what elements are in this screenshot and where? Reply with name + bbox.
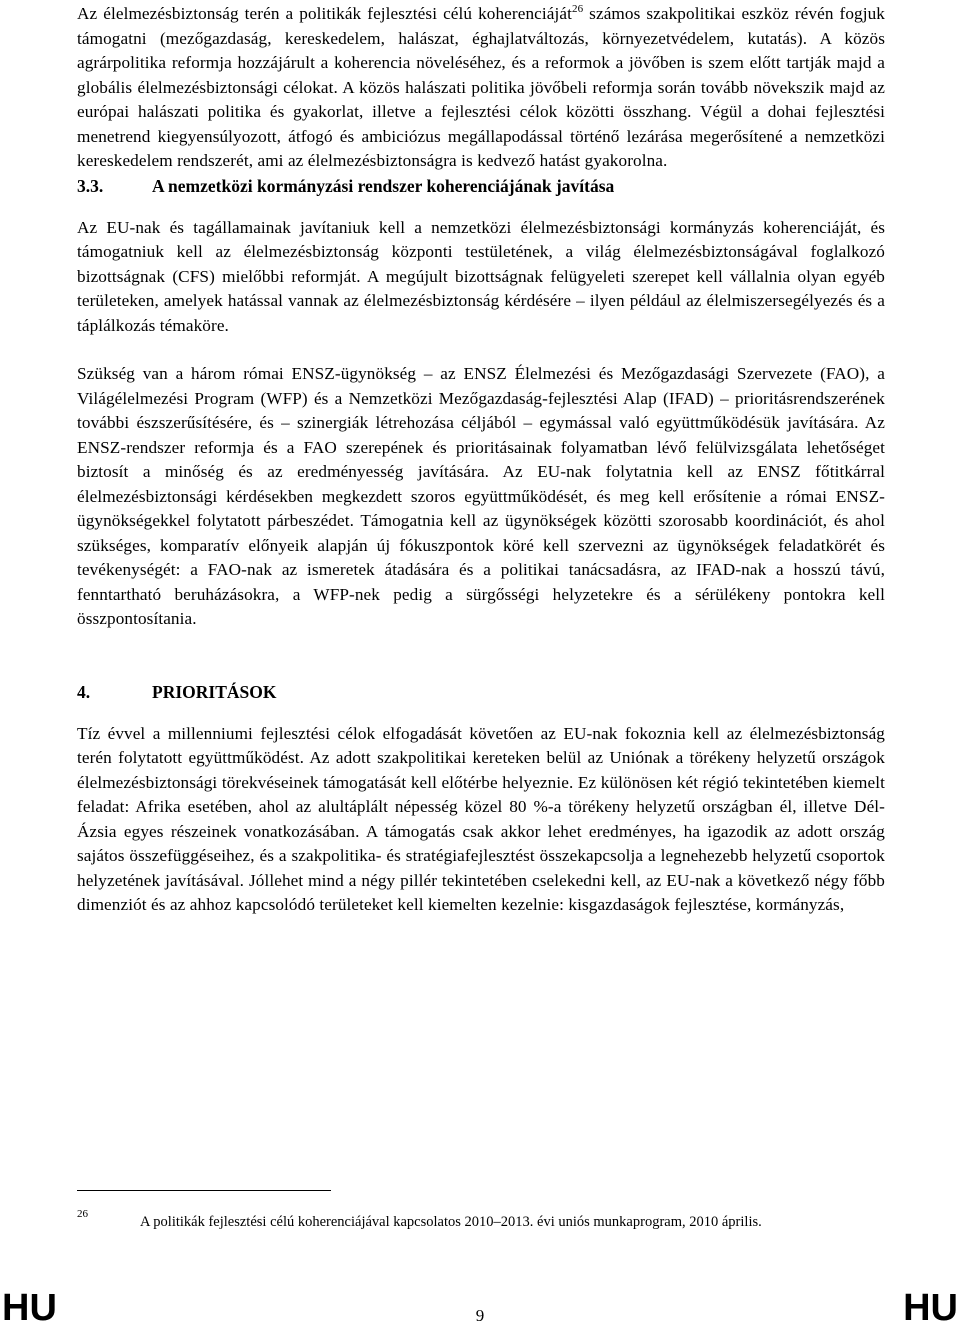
paragraph-gap: [77, 632, 885, 680]
paragraph-text: számos szakpolitikai eszköz révén fogjuk támogatni (mezőgazdaság, kereskedelem, halászat, éghajlatváltozás, környezetvédelem, kutatás). A közös agrárpolitika reformja hozzájárult a koherencia növeléséhez, és a reformok a jövőben is szem előtt tartják majd a globális élelmezésbiztonsági célokat. A közös halászati politika jövőbeli reformja során tovább növekszik majd az európai halászati politika és gyakorlat, illetve a fejlesztési célok közötti összhang. Végül a dohai fejlesztési menetrend kiegyensúlyozott, átfogó és ambiciózus megállapodással történő lezárása megerősítené a nemzetközi kereskedelem rendszerét, ami az élelmezésbiztonságra is kedvező hatást gyakorolna.: [77, 4, 886, 170]
paragraph-gap: [77, 338, 885, 362]
paragraph-governance: Az EU-nak és tagállamainak javítaniuk kell a nemzetközi élelmezésbiztonsági kormányzás koherenciáját, és támogatniuk kell az élelmezésbiztonság központi testületének, a világ élelmezésbiztonságával foglalkozó bizottságnak (CFS) mielőbbi reformját. A megújult bizottságnak felügyeleti szerepet kell vállalnia olyan egyéb területeken, amelyek hatással vannak az élelmezésbiztonság kérdésére – ilyen például az élelmiszersegélyezés és a táplálkozás témaköre.: [77, 217, 885, 335]
footnote-reference[interactable]: 26: [571, 3, 584, 15]
language-code-right: HU: [903, 1287, 958, 1329]
footnote: [77, 1208, 885, 1233]
section-number: 4.: [77, 681, 91, 702]
section-number: 3.3.: [77, 175, 104, 196]
paragraph-text: Az élelmezésbiztonság terén a politikák fejlesztési célú koherenciáját: [77, 4, 572, 23]
document-body: [77, 2, 885, 918]
paragraph-policy-coherence: [77, 2, 885, 174]
paragraph-un-agencies: Szükség van a három római ENSZ-ügynökség – az ENSZ Élelmezési és Mezőgazdasági Szervezete (FAO), a Világélelmezési Program (WFP) és a Nemzetközi Mezőgazdaság-fejlesztési Alap (IFAD) – prioritásrendszerének további észszerűsítésére, és – szinergiák létrehozása céljából – egymással való együttműködésük javítására. Az ENSZ-rendszer reformja és a FAO szerepének és prioritásainak folyamatban lévő felülvizsgálata lehetőséget biztosít a minőség és az eredményesség javítására. Az EU-nak folytatnia kell az ENSZ főtitkárral élelmezésbiztonsági kérdésekben megkezdett szoros együttműködését, és meg kell erősítenie a római ENSZ-ügynökségekkel folytatott párbeszédet. Támogatnia kell az ügynökségek közötti szorosabb koordinációt, és ahol szükséges, komparatív előnyeik alapján új fókuszpontok köré kell szervezni az ügynökségek feladatkörét és tevékenységét: a FAO-nak az ismeretek átadására és a politikai tanácsadásra, az IFAD-nak a hosszú távú, fenntartható beruházásokra, a WFP-nek pedig a sürgősségi helyzetekre és a sérülékeny pontokra kell összpontosítania.: [77, 364, 885, 628]
footnote-text: A politikák fejlesztési célú koherenciájával kapcsolatos 2010–2013. évi uniós munkaprogram, 2010 április.: [140, 1214, 762, 1230]
footnote-number: 26: [77, 1208, 88, 1220]
section-heading-3-3: [77, 174, 885, 198]
section-heading-4: [77, 680, 885, 704]
section-title: A nemzetközi kormányzási rendszer koherenciájának javítása: [152, 175, 615, 196]
language-code-left: HU: [2, 1287, 57, 1329]
page-number: 9: [475, 1306, 485, 1325]
footnote-separator: [77, 1190, 331, 1191]
section-title: PRIORITÁSOK: [152, 681, 277, 702]
paragraph-priorities: Tíz évvel a millenniumi fejlesztési célok elfogadását követően az EU-nak fokoznia kell az élelmezésbiztonság terén folytatott együttműködést. Az adott szakpolitikai kereteken belül az Uniónak a törékeny helyzetű országok élelmezésbiztonsági törekvéseinek támogatását kell előtérbe helyeznie. Ez különösen két régió tekintetében kiemelt feladat: Afrika esetében, ahol az alultáplált népesség közel 80 %-a törékeny helyzetű országban él, illetve Dél-Ázsia egyes részeinek vonatkozásában. A támogatás csak akkor lehet eredményes, ha igazodik az adott ország sajátos összefüggéseihez, és a szakpolitika- és stratégiafejlesztést összekapcsolja a legnehezebb helyzetű csoportok helyzetének javításával. Jóllehet mind a négy pillér tekintetében cselekedni kell, az EU-nak a következő négy főbb dimenziót és az ahhoz kapcsolódó területeket kell kiemelten kezelnie: kisgazdaságok fejlesztése, kormányzás,: [77, 723, 885, 914]
